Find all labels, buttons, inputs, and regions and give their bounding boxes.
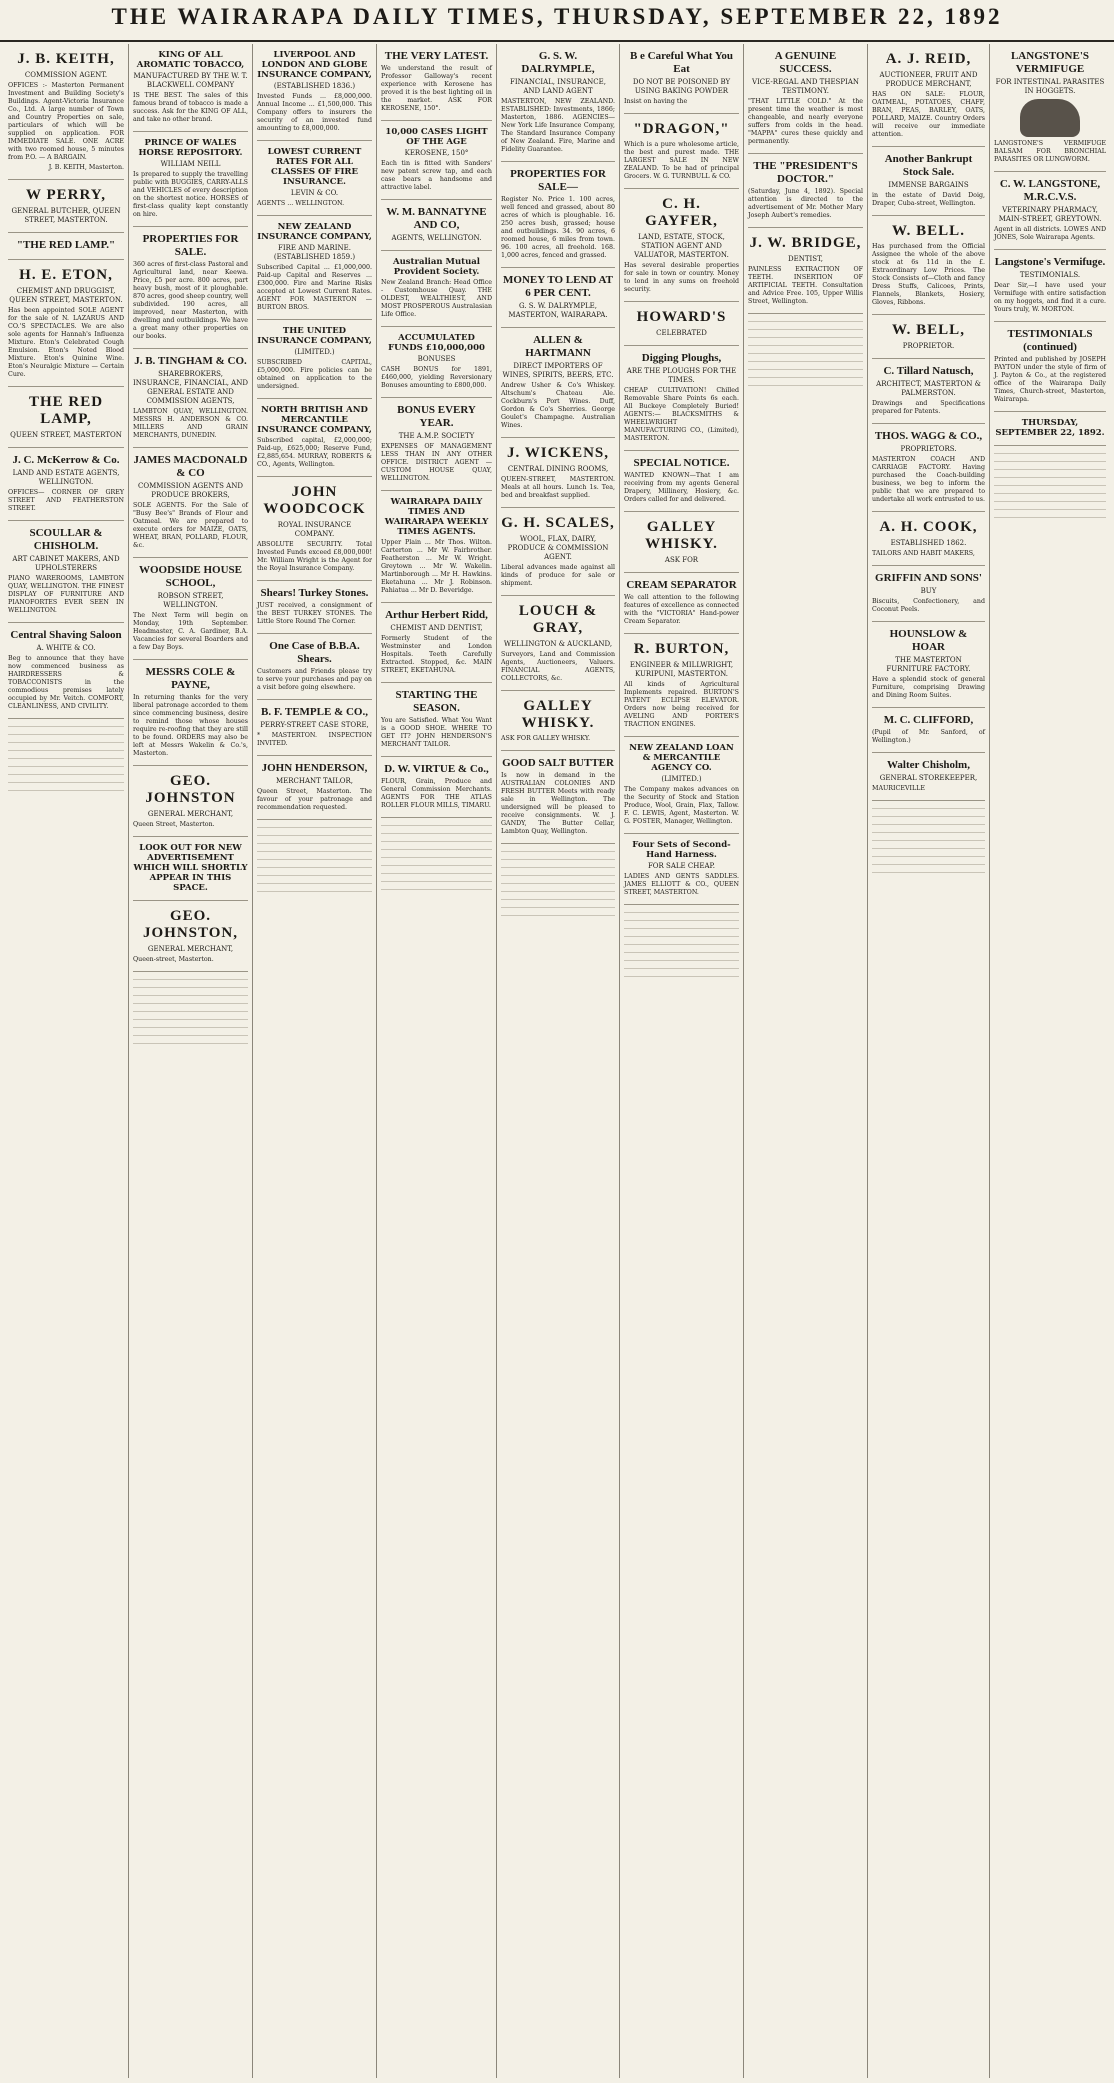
ad-body: Andrew Usher & Co's Whiskey. Altschum's Chateau Ale. Cockburn's Port Wines. Duff, Gordon & Co's Sherries. George Goulet's Champagne. Australian Wines. [501, 382, 615, 429]
ad-body: We call attention to the following features of excellence as connected with the "VICTORIA" Hand-power Cream Separator. [624, 594, 739, 625]
ad-heading: A GENUINE SUCCESS. [774, 50, 837, 75]
ad-heading: W. BELL, [892, 322, 965, 338]
ad-subheading: COMMISSION AGENT. [24, 71, 108, 79]
ad-subheading: (LIMITED.) [294, 348, 335, 356]
newsprint-texture [133, 974, 248, 1044]
ad-heading: THE VERY LATEST. [384, 50, 489, 62]
advertisement [257, 756, 372, 820]
ad-body: The Company makes advances on the Security of Stock and Station Produce, Wool, Grain, Flax, Tallow. F. C. LEWIS, Agent, Masterton. W. G. FOSTER, Manager, Wellington. [624, 786, 739, 825]
ad-subheading: DIRECT IMPORTERS OF WINES, SPIRITS, BEERS, ETC. [502, 362, 614, 379]
ad-heading: D. W. VIRTUE & Co., [384, 763, 489, 775]
ad-body: Queen-street, Masterton. [133, 956, 214, 963]
ad-heading: HOUNSLOW & HOAR [889, 628, 968, 653]
ad-body: Drawings and Specifications prepared for Patents. [872, 400, 985, 415]
ad-subheading: FOR SALE CHEAP. [647, 862, 716, 870]
ad-body: Queen Street, Masterton. [133, 821, 215, 828]
ad-subheading: LEVIN & CO. [290, 189, 339, 197]
ad-heading: R. BURTON, [633, 641, 730, 657]
ad-body: We understand the result of Professor Galloway's recent experience with Kerosene has proved it is the best lighting oil in the market. ASK FOR KEROSENE, 150°. [381, 65, 492, 112]
ad-body: MASTERTON COACH AND CARRIAGE FACTORY. Having purchased the Coach-building business, we beg to inform the public that we are prepared to undertake all work entrusted to us. [872, 456, 986, 503]
ad-heading: J. W. BRIDGE, [749, 235, 862, 251]
advertisement [381, 251, 492, 327]
advertisement [872, 216, 985, 315]
advertisement [501, 508, 615, 596]
ad-subheading: IMMENSE BARGAINS [888, 181, 969, 189]
advertisement [624, 302, 739, 346]
ad-subheading: THE MASTERTON FURNITURE FACTORY. [886, 656, 971, 673]
ad-subheading: ARCHITECT, MASTERTON & PALMERSTON. [876, 380, 981, 397]
ad-subheading: MANUFACTURED BY THE W. T. BLACKWELL COMPANY [133, 72, 248, 89]
ad-body: CHEAP CULTIVATION! Chilled Removable Share Points 6s each. All Buckeye Completely Buried! AGENTS:— BLACKSMITHS & WHEELWRIGHT MANUFACTURING CO., (Limited), MASTERTON. [624, 387, 739, 442]
ad-body: ASK FOR GALLEY WHISKY. [501, 735, 591, 742]
advertisement [872, 359, 985, 424]
ad-heading: KING OF ALL AROMATIC TOBACCO, [136, 50, 245, 70]
advertisement [8, 521, 124, 623]
ad-subheading: VETERINARY PHARMACY, MAIN-STREET, GREYTOWN. [998, 206, 1102, 223]
ad-heading: A. J. REID, [885, 51, 972, 67]
ad-heading: NORTH BRITISH AND MERCANTILE INSURANCE COMPANY, [257, 405, 372, 435]
advertisement [133, 448, 248, 558]
advertisement [624, 634, 739, 737]
advertisement [381, 603, 492, 683]
ad-heading: STARTING THE SEASON. [395, 689, 478, 714]
ad-body: Upper Plain ... Mr Thos. Wilton. Carterton ... Mr W. Fairbrother. Featherston ... Mr W. Wright. Greytown ... Mr W. Wakelin. Martinborough ... Mr H. Hawkins. Eketahuna ... Mr J. Robinson. Pahiatua ... Mr D. Beveridge. [381, 539, 492, 594]
ad-subheading: AGENTS, WELLINGTON. [391, 234, 482, 242]
advertisement [8, 44, 124, 180]
advertisement [8, 387, 124, 448]
ad-subheading: ART CABINET MAKERS, AND UPHOLSTERERS [12, 555, 120, 572]
ad-body: CASH BONUS for 1891, £460,000, yielding Reversionary Bonuses amounting to £800,000. [381, 366, 492, 389]
advertisement [8, 623, 124, 719]
ad-heading: LOUCH & GRAY, [518, 603, 598, 636]
ad-subheading: BUY [920, 587, 937, 595]
advertisement [133, 766, 248, 837]
advertisement [381, 44, 492, 121]
ad-heading: C. W. LANGSTONE, M.R.C.V.S. [999, 178, 1101, 203]
ad-body: Printed and published by JOSEPH PAYTON under the style of firm of J. Payton & Co., at the registered office of the Wairarapa Daily Times, Church-street, Masterton, Wairarapa. [994, 356, 1106, 403]
newsprint-texture [8, 721, 124, 791]
advertisement [381, 121, 492, 200]
ad-heading: GRIFFIN AND SONS' [875, 572, 982, 584]
ad-heading: CREAM SEPARATOR [626, 579, 737, 591]
advertisement [994, 412, 1106, 446]
advertisement [748, 44, 863, 154]
ad-heading: MONEY TO LEND AT 6 PER CENT. [503, 274, 613, 299]
advertisement [872, 44, 985, 147]
ad-subheading: CHEMIST AND DENTIST, [390, 624, 483, 632]
ad-body: OFFICES :- Masterton Permanent Investment and Building Society's Buildings. Agent-Victoria Insurance Co., Ltd. A large number of Town and Country Properties on sale, particulars of which will be supplied on application. FOR IMMEDIATE SALE. ONE ACRE with two roomed house, 5 minutes from P.O. — A BARGAIN. [8, 82, 124, 161]
advertisement [133, 901, 248, 972]
ad-subheading: LAND AND ESTATE AGENTS, WELLINGTON. [12, 469, 120, 486]
ad-heading: PROPERTIES FOR SALE— [510, 168, 606, 193]
ad-subheading: PROPRIETOR. [902, 342, 955, 350]
ad-heading: One Case of B.B.A. Shears. [269, 640, 360, 665]
column-2 [129, 44, 253, 2078]
ad-heading: LANGSTONE'S VERMIFUGE [1010, 50, 1090, 75]
ad-body: Has been appointed SOLE AGENT for the sale of N. LAZARUS AND CO.'S SPECTACLES. We are also sole agents for Hannah's Influenza Mixture. Eton's Celebrated Cough Emulsion. Eton's Noted Blood Mixture. Eton's Quinine Wine. Eton's Neuralgic Mixture — Certain Cure. [8, 307, 124, 378]
advertisement [501, 162, 615, 268]
ad-body: LAMBTON QUAY, WELLINGTON. MESSRS H. ANDERSON & CO. MILLERS AND GRAIN MERCHANTS, DUNEDIN. [133, 408, 248, 439]
ad-heading: NEW ZEALAND INSURANCE COMPANY, [257, 222, 372, 242]
ad-heading: A. H. COOK, [879, 519, 978, 535]
newsprint-texture [501, 846, 615, 916]
ad-subheading: FOR INTESTINAL PARASITES IN HOGGETS. [995, 78, 1105, 95]
advertisement [624, 189, 739, 302]
ad-heading: MESSRS COLE & PAYNE, [145, 666, 236, 691]
ad-body: SOLE AGENTS. For the Sale of "Busy Bee's" Brands of Flour and Oatmeal. We are prepared to execute orders for MAIZE, OATS, WHEAT, BRAN, POLLARD, FLOUR, &c. [133, 502, 248, 549]
ad-subheading: G. S. W. DALRYMPLE, MASTERTON, WAIRARAPA. [508, 302, 608, 319]
ad-body: JUST received, a consignment of the BEST TURKEY STONES. The Little Store Round The Corner. [257, 602, 372, 625]
ad-heading: G. S. W. DALRYMPLE, [521, 50, 595, 75]
ad-heading: Langstone's Vermifuge. [994, 256, 1106, 268]
ad-heading: SPECIAL NOTICE. [633, 457, 730, 469]
ad-subheading: ROBSON STREET, WELLINGTON. [157, 592, 224, 609]
advertisement [872, 753, 985, 801]
advertisement [133, 660, 248, 766]
advertisement [872, 424, 985, 512]
ad-body: Which is a pure wholesome article, the best and purest made. THE LARGEST SALE IN NEW ZEALAND. To be had of principal Grocers. W. G. TURNBULL & CO. [624, 141, 739, 180]
ad-heading: GEO. JOHNSTON, [143, 908, 238, 941]
ad-subheading: GENERAL BUTCHER, QUEEN STREET, MASTERTON. [11, 207, 121, 224]
ad-heading: PRINCE OF WALES HORSE REPOSITORY. [138, 138, 243, 158]
ad-signature: J. B. KEITH, Masterton. [48, 164, 124, 171]
ad-heading: Australian Mutual Provident Society. [392, 257, 480, 277]
ad-body: ABSOLUTE SECURITY. Total Invested Funds exceed £8,000,000! Mr. William Wright is the Agent for the Royal Insurance Company. [257, 541, 372, 572]
advertisement [501, 438, 615, 508]
ad-heading: W. M. BANNATYNE AND CO, [386, 206, 487, 231]
ad-subheading: DENTIST, [788, 255, 823, 263]
ad-heading: Walter Chisholm, [887, 759, 970, 771]
ad-heading: NEW ZEALAND LOAN & MERCANTILE AGENCY CO. [629, 743, 734, 773]
ad-heading: J. B. TINGHAM & CO. [134, 355, 247, 367]
ad-body: Invested Funds ... £8,000,000. Annual Income ... £1,500,000. This Company offers to insurers the security of an invested fund amounting to £8,000,000. [257, 93, 372, 132]
ad-heading: Shears! Turkey Stones. [260, 587, 369, 599]
ad-heading: Digging Ploughs, [641, 352, 722, 364]
ad-subheading: BONUSES [417, 355, 456, 363]
advertisement [257, 216, 372, 320]
ad-heading: "THE RED LAMP." [16, 239, 116, 251]
ad-body: Each tin is fitted with Sanders' new patent screw tap, and each case bears a handsome and attractive label. [381, 160, 492, 191]
ad-body: Liberal advances made against all kinds of produce for sale or shipment. [501, 564, 615, 587]
newsprint-texture [994, 448, 1106, 518]
ad-heading: LOWEST CURRENT RATES FOR ALL CLASSES OF FIRE INSURANCE. [267, 147, 362, 187]
ad-body: Is now in demand in the AUSTRALIAN COLONIES AND FRESH BUTTER Meets with ready sale in Wellington. The undersigned will be pleased to receive consignments. W. J. GANDY, The Butter Cellar, Lambton Quay, Wellington. [501, 772, 615, 835]
ad-subheading: ASK FOR [664, 556, 699, 564]
ad-heading: JOHN WOODCOCK [263, 484, 366, 517]
newsprint-texture [624, 907, 739, 977]
ad-subheading: CHEMIST AND DRUGGIST, QUEEN STREET, MASTERTON. [9, 287, 123, 304]
newsprint-texture [872, 803, 985, 873]
ad-heading: LIVERPOOL AND LONDON AND GLOBE INSURANCE COMPANY, [257, 50, 372, 80]
ad-subheading: (ESTABLISHED 1836.) [273, 82, 356, 90]
ad-heading: B e Careful What You Eat [629, 50, 734, 75]
advertisement [872, 708, 985, 753]
advertisement [381, 683, 492, 757]
ad-heading: GALLEY WHISKY. [521, 698, 595, 731]
ad-subheading: ESTABLISHED 1862. [890, 539, 967, 547]
ad-subheading: A. WHITE & CO. [36, 644, 96, 652]
ad-heading: J. B. KEITH, [17, 51, 115, 67]
advertisement [501, 328, 615, 438]
page-columns [4, 44, 1110, 2078]
ad-heading: JAMES MACDONALD & CO [133, 454, 248, 479]
advertisement [381, 757, 492, 818]
ad-heading: H. E. ETON, [19, 267, 113, 283]
advertisement [624, 737, 739, 834]
advertisement [872, 566, 985, 622]
ad-body: In returning thanks for the very liberal patronage accorded to them since commencing business, desire to remind those whose houses require re-roofing that they are still to be found. ORDERS may also be left at Messrs Wakelin & Co.'s, Masterton. [133, 694, 248, 757]
ad-body: WANTED KNOWN—That I am receiving from my agents General Drapery, Millinery, Hosiery, &c. Orders called for and delivered. [624, 472, 739, 503]
ad-heading: THE UNITED INSURANCE COMPANY, [257, 326, 372, 346]
ad-heading: WAIRARAPA DAILY TIMES AND WAIRARAPA WEEKLY TIMES AGENTS. [384, 497, 489, 537]
ad-body: Dear Sir,—I have used your Vermifuge with entire satisfaction on my hoggets, and find it a cure. Yours truly, W. MORTON. [994, 282, 1106, 313]
newsprint-texture [748, 316, 863, 386]
ad-body: EXPENSES OF MANAGEMENT LESS THAN IN ANY OTHER OFFICE. DISTRICT AGENT — CUSTOM HOUSE QUAY, WELLINGTON. [381, 443, 492, 482]
ad-body: Insist on having the [624, 98, 688, 105]
advertisement [624, 114, 739, 189]
ad-heading: BONUS EVERY YEAR. [397, 404, 476, 429]
ad-subheading: GENERAL MERCHANT, [147, 945, 234, 953]
ad-body: Register No. Price 1. 100 acres, well fenced and grassed, about 80 acres of which is ploughable. 16. 250 acres bush, grassed; house and outbuildings. 34. 90 acres, 6 roomed house, 6 miles from town. 96. 100 acres, all freehold. 168. 1,000 acres, fenced and grassed. [501, 196, 615, 259]
ad-subheading: GENERAL MERCHANT, [147, 810, 234, 818]
advertisement [624, 573, 739, 634]
ad-heading: J. WICKENS, [507, 445, 609, 461]
ad-subheading: (LIMITED.) [661, 775, 702, 783]
masthead [0, 0, 1114, 42]
ad-body: QUEEN-STREET, MASTERTON. Meals at all hours. Lunch 1s. Tea, bed and breakfast supplied. [501, 476, 615, 499]
ad-heading: THE RED LAMP, [28, 394, 104, 427]
advertisement [872, 147, 985, 216]
sheep-illustration-icon [1020, 99, 1080, 137]
ad-heading: ACCUMULATED FUNDS £10,000,000 [388, 333, 485, 353]
ad-subheading: CELEBRATED [656, 329, 707, 337]
ad-body: (Saturday, June 4, 1892). Special attention is directed to the advertisement of Mr. Mother Mary Joseph Aubert's remedies. [748, 188, 863, 219]
ad-heading: PROPERTIES FOR SALE. [142, 233, 239, 258]
column-6 [620, 44, 744, 2078]
advertisement [748, 154, 863, 228]
column-5 [497, 44, 620, 2078]
ad-subheading: PROPRIETORS. [900, 445, 957, 453]
advertisement [257, 477, 372, 581]
advertisement [133, 44, 248, 132]
ad-heading: TESTIMONIALS (continued) [1007, 328, 1093, 353]
ad-heading: THURSDAY, SEPTEMBER 22, 1892. [995, 418, 1105, 438]
column-3 [253, 44, 377, 2078]
ad-body: MAURICEVILLE [872, 785, 925, 792]
ad-heading: HOWARD'S [636, 309, 727, 325]
advertisement [624, 451, 739, 512]
ad-body: Beg to announce that they have now commenced business as HAIRDRESSERS & TOBACCONISTS in the commodious premises lately occupied by Mr. Veitch. COMFORT, CLEANLINESS, AND CIVILITY. [8, 655, 124, 710]
advertisement [501, 268, 615, 328]
ad-heading: GEO. JOHNSTON [145, 773, 236, 806]
ad-heading: "DRAGON," [633, 121, 730, 137]
ad-subheading: THE A.M.P. SOCIETY [398, 432, 475, 440]
advertisement [257, 44, 372, 141]
ad-heading: G. H. SCALES, [501, 515, 615, 531]
ad-body: Subscribed capital, £2,000,000; Paid-up, £625,000; Reserve Fund, £2,885,654. MURRAY, ROBERTS & CO., Agents, Wellington. [257, 437, 372, 468]
ad-body: Surveyors, Land and Commission Agents, Auctioneers, Valuers. FINANCIAL AGENTS, COLLECTORS, &c. [501, 651, 615, 682]
advertisement [994, 322, 1106, 412]
ad-body: HAS ON SALE: FLOUR, OATMEAL, POTATOES, CHAFF, BRAN, PEAS, BARLEY, OATS, POLLARD, MAIZE. Country Orders will receive our immediate attention. [872, 91, 985, 138]
advertisement [8, 180, 124, 233]
newspaper-title: THE WAIRARAPA DAILY TIMES, THURSDAY, SEPTEMBER 22, 1892 [111, 4, 1003, 29]
advertisement [381, 327, 492, 398]
advertisement [257, 581, 372, 634]
newsprint-texture [257, 822, 372, 892]
ad-subheading: ENGINEER & MILLWRIGHT, KURIPUNI, MASTERTON. [629, 661, 734, 678]
ad-heading: JOHN HENDERSON, [261, 762, 368, 774]
ad-body: SUBSCRIBED CAPITAL, £5,000,000. Fire policies can be obtained on application to the undersigned. [257, 359, 372, 390]
ad-heading: Central Shaving Saloon [10, 629, 122, 641]
ad-subheading: FIRE AND MARINE. (ESTABLISHED 1859.) [273, 244, 356, 261]
ad-heading: W. BELL. [892, 223, 965, 239]
ad-heading: C. Tillard Natusch, [883, 365, 974, 377]
ad-body: Customers and Friends please try to serve your purchases and pay on a visit before going elsewhere. [257, 668, 372, 691]
ad-heading: ALLEN & HARTMANN [525, 334, 591, 359]
ad-heading: B. F. TEMPLE & CO., [261, 706, 368, 718]
advertisement [872, 315, 985, 359]
advertisement [257, 141, 372, 216]
column-8 [868, 44, 990, 2078]
ad-body: 360 acres of first-class Pastoral and Agricultural land, near Keewa. Price, £5 per acre. 800 acres, part heavy bush, most of it ploughable. 870 acres, good sheep country, well subdivided. 190 acres, all improved, near Masterton, with dwelling and outbuildings. We have a great many other properties on our books. [133, 261, 248, 340]
advertisement [8, 233, 124, 260]
ad-heading: M. C. CLIFFORD, [883, 714, 974, 726]
column-1 [4, 44, 129, 2078]
ad-heading: GOOD SALT BUTTER [502, 757, 614, 769]
ad-body: New Zealand Branch: Head Office - Customhouse Quay. THE OLDEST, WEALTHIEST, AND MOST PROSPEROUS Australasian Life Office. [381, 279, 492, 318]
ad-heading: W PERRY, [26, 187, 106, 203]
ad-subheading: KEROSENE, 150° [404, 149, 469, 157]
ad-body: (Pupil of Mr. Sanford, of Wellington.) [872, 729, 985, 744]
ad-body: OFFICES— CORNER OF GREY STREET AND FEATHERSTON STREET. [8, 489, 124, 512]
ad-body: FLOUR, Grain, Produce and General Commission Merchants. AGENTS FOR THE ATLAS ROLLER FLOUR MILLS, TIMARU. [381, 778, 492, 809]
column-4 [377, 44, 497, 2078]
ad-body: TAILORS AND HABIT MAKERS, [872, 550, 975, 557]
advertisement [133, 837, 248, 901]
ad-body: IS THE BEST. The sales of this famous brand of tobacco is made a success. Ask for the KING OF ALL, and take no other brand. [133, 92, 248, 123]
newsprint-texture [381, 820, 492, 890]
ad-heading: Another Bankrupt Stock Sale. [884, 153, 973, 178]
ad-subheading: TESTIMONIALS. [1019, 271, 1081, 279]
advertisement [501, 691, 615, 751]
ad-heading: LOOK OUT FOR NEW ADVERTISEMENT WHICH WILL SHORTLY APPEAR IN THIS SPACE. [133, 843, 248, 893]
ad-subheading: FINANCIAL, INSURANCE, AND LAND AGENT [510, 78, 606, 95]
ad-subheading: DO NOT BE POISONED BY USING BAKING POWDER [632, 78, 731, 95]
advertisement [8, 260, 124, 387]
ad-subheading: ARE THE PLOUGHS FOR THE TIMES. [626, 367, 737, 384]
ad-body: PIANO WAREROOMS, LAMBTON QUAY, WELLINGTON. THE FINEST DISPLAY OF FURNITURE AND PIANOFORTES EVER SEEN IN WELLINGTON. [8, 575, 124, 614]
ad-body: Subscribed Capital ... £1,000,000. Paid-up Capital and Reserves ... £300,000. Fire and Marine Risks accepted at Lowest Current Rates. AGENT FOR MASTERTON — BURTON BROS. [257, 264, 372, 311]
ad-subheading: COMMISSION AGENTS AND PRODUCE BROKERS, [138, 482, 243, 499]
ad-subheading: ROYAL INSURANCE COMPANY. [277, 521, 352, 538]
advertisement [624, 834, 739, 905]
ad-body: Biscuits, Confectionery, and Coconut Peels. [872, 598, 985, 613]
advertisement [501, 751, 615, 844]
ad-body: Queen Street, Masterton. The favour of your patronage and recommendation requested. [257, 788, 372, 811]
ad-body: Is prepared to supply the travelling public with BUGGIES, CARRY-ALLS and VEHICLES of every description on the shortest notice. HORSES of first-class quality kept constantly on hire. [133, 171, 248, 218]
ad-body: * MASTERTON. INSPECTION INVITED. [257, 732, 372, 747]
ad-heading: J. C. McKerrow & Co. [12, 454, 120, 466]
advertisement [624, 512, 739, 573]
advertisement [133, 349, 248, 448]
ad-heading: THOS. WAGG & CO., [874, 430, 983, 442]
advertisement [872, 622, 985, 708]
ad-heading: WOODSIDE HOUSE SCHOOL, [139, 564, 242, 589]
ad-subheading: GENERAL STOREKEEPER, [879, 774, 978, 782]
advertisement [624, 346, 739, 451]
ad-subheading: AUCTIONEER, FRUIT AND PRODUCE MERCHANT, [879, 71, 978, 88]
ad-body: LADIES AND GENTS SADDLES. JAMES ELLIOTT & CO., QUEEN STREET, MASTERTON. [624, 873, 739, 896]
advertisement [257, 634, 372, 700]
advertisement [872, 512, 985, 566]
ad-body: Has several desirable properties for sale in town or country. Money to lend in any sums on freehold security. [624, 262, 739, 293]
ad-subheading: PERRY-STREET CASE STORE, [260, 721, 369, 729]
column-9 [990, 44, 1110, 2078]
advertisement [257, 320, 372, 399]
ad-body: "THAT LITTLE COLD." At the present time the weather is most changeable, and nearly everyone suffers from colds in the head. "MAPPA" cures these quickly and permanently. [748, 98, 863, 145]
ad-subheading: WOOL, FLAX, DAIRY, PRODUCE & COMMISSION AGENT. [507, 535, 609, 561]
ad-subheading: QUEEN STREET, MASTERTON [10, 431, 122, 439]
advertisement [257, 399, 372, 477]
advertisement [133, 558, 248, 660]
ad-body: Formerly Student of the Westminster and London Hospitals. Teeth Carefully Extracted. Stopped, &c. MAIN STREET, EKETAHUNA. [381, 635, 492, 674]
ad-heading: Arthur Herbert Ridd, [385, 609, 488, 621]
advertisement [624, 44, 739, 114]
advertisement [501, 596, 615, 691]
ad-subheading: WILLIAM NEILL [160, 160, 221, 168]
advertisement [381, 491, 492, 603]
ad-heading: SCOULLAR & CHISHOLM. [29, 527, 103, 552]
advertisement [133, 132, 248, 227]
ad-heading: GALLEY WHISKY. [645, 519, 718, 552]
ad-body: AGENTS ... WELLINGTON. [257, 200, 345, 207]
advertisement [8, 448, 124, 521]
ad-body: Has purchased from the Official Assignee the whole of the above stock at 6s 11d in the £. Extraordinary Low Prices. The Stock Consists of—Cloth and fancy Dress Stuffs, Calicoes, Prints, Flannels, Blankets, Hosiery, Gloves, Ribbons. [872, 243, 985, 306]
ad-subheading: WELLINGTON & AUCKLAND, [503, 640, 613, 648]
ad-subheading: SHAREBROKERS, INSURANCE, FINANCIAL, AND GENERAL ESTATE AND COMMISSION AGENTS, [133, 370, 248, 405]
ad-body: The Next Term will begin on Monday, 19th September. Headmaster, C. A. Gardiner, B.A. Vacancies for several Boarders and a few Day Boys. [133, 612, 248, 651]
advertisement [994, 44, 1106, 172]
advertisement [748, 228, 863, 314]
ad-body: LANGSTONE'S VERMIFUGE BALSAM FOR BRONCHIAL PARASITES OR LUNGWORM. [994, 140, 1106, 163]
ad-heading: C. H. GAYFER, [645, 196, 718, 229]
advertisement [501, 44, 615, 162]
advertisement [381, 200, 492, 251]
advertisement [257, 700, 372, 756]
ad-body: PAINLESS EXTRACTION OF TEETH. INSERTION OF ARTIFICIAL TEETH. Consultation and Advice Free. 105, Upper Willis Street, Wellington. [748, 266, 863, 305]
ad-body: MASTERTON, NEW ZEALAND. ESTABLISHED: Investments, 1866; Masterton, 1886. AGENCIES— New York Life Insurance Company, The Standard Insurance Company of New Zealand. Fire, Marine and Fidelity Guarantee. [501, 98, 615, 153]
advertisement [994, 172, 1106, 250]
column-7 [744, 44, 868, 2078]
ad-subheading: CENTRAL DINING ROOMS, [507, 465, 609, 473]
advertisement [381, 398, 492, 491]
advertisement [994, 250, 1106, 322]
ad-subheading: VICE-REGAL AND THESPIAN TESTIMONY. [751, 78, 860, 95]
advertisement [133, 227, 248, 349]
ad-heading: THE "PRESIDENT'S DOCTOR." [753, 160, 858, 185]
ad-body: Agent in all districts. LOWES AND JONES, Sole Wairarapa Agents. [994, 226, 1106, 241]
ad-heading: Four Sets of Second-Hand Harness. [632, 840, 731, 860]
ad-body: All kinds of Agricultural Implements repaired. BURTON'S PATENT ECLIPSE ELEVATOR. Orders now being received for AVELING AND PORTER'S TRACTION ENGINES. [624, 681, 739, 728]
ad-subheading: MERCHANT TAILOR, [275, 777, 354, 785]
ad-body: Have a splendid stock of general Furniture, comprising Drawing and Dining Room Suites. [872, 676, 985, 699]
ad-body: You are Satisfied. What You Want is a GOOD SHOE. WHERE TO GET IT? JOHN HENDERSON'S MERCHANT TAILOR. [381, 717, 492, 748]
ad-body: in the estate of David Doig, Draper, Cuba-street, Wellington. [872, 192, 985, 207]
ad-heading: 10,000 CASES LIGHT OF THE AGE [385, 127, 488, 147]
ad-subheading: LAND, ESTATE, STOCK, STATION AGENT AND VALUATOR, MASTERTON. [634, 233, 729, 259]
